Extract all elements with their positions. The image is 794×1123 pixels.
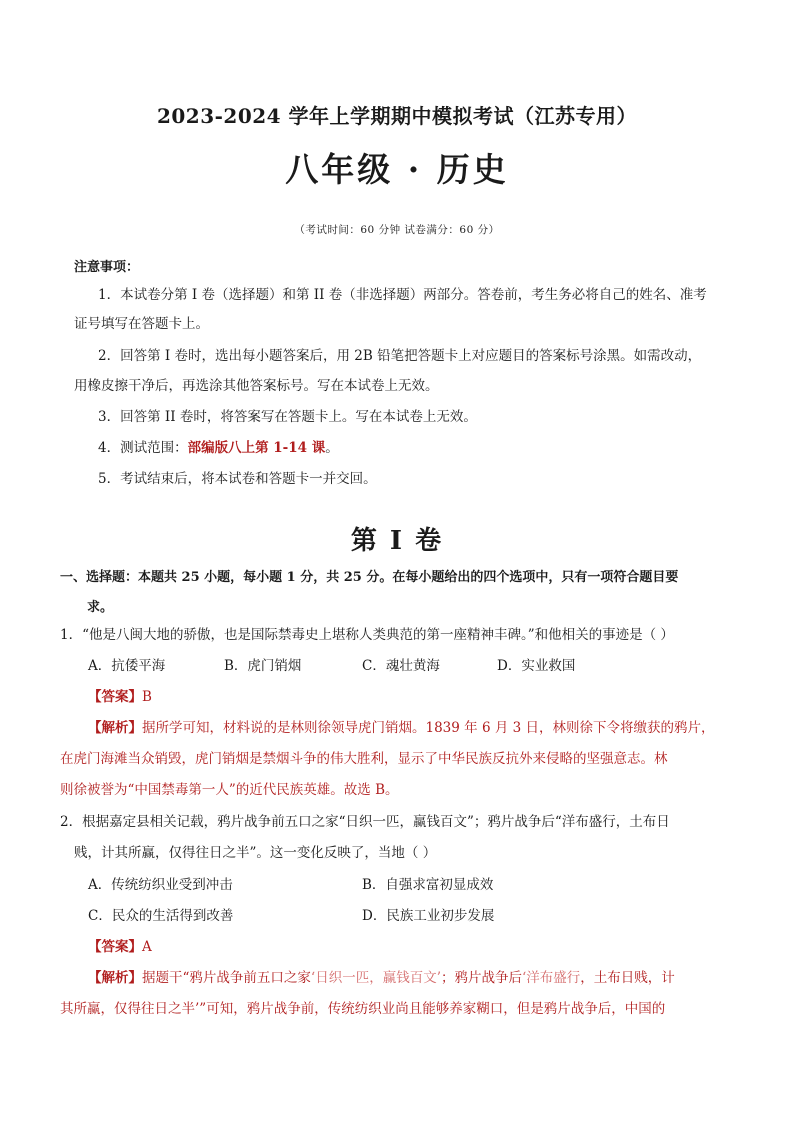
notice-item-2-line-1: 2．回答第 I 卷时，选出每小题答案后，用 2B 铅笔把答题卡上对应题目的答案标号涂黑。如需改动， [98,348,702,364]
analysis-text-b: ；鸦片战争后 [441,970,522,986]
question-2-option-a: A．传统纺织业受到冲击 [88,877,233,893]
question-2-stem-line-1: 2．根据嘉定县相关记载，鸦片战争前五口之家“日织一匹，赢钱百文”；鸦片战争后“洋布盛行，土布日 [60,814,670,830]
question-2-analysis-line-2: 其所赢，仅得往日之半’”可知，鸦片战争前，传统纺织业尚且能够养家糊口，但是鸦片战争后，中国的 [60,1001,666,1017]
question-1-analysis-line-3: 则徐被誉为“中国禁毒第一人”的近代民族英雄。故选 B。 [60,782,399,798]
question-2-stem-line-2: 贱，计其所赢，仅得往日之半”。这一变化反映了，当地（ ） [74,845,437,861]
analysis-quote-1: ‘日织一匹，赢钱百文’ [310,970,441,986]
answer-label: 【答案】 [88,939,142,955]
question-2-option-b: B．自强求富初显成效 [362,877,494,893]
analysis-text: 据所学可知，材料说的是林则徐领导虎门销烟。1839 年 6 月 3 日，林则徐下令将缴获的鸦片， [142,720,715,736]
analysis-label: 【解析】 [88,720,142,736]
section-title: 第 I 卷 [350,526,444,556]
question-2-option-c: C．民众的生活得到改善 [88,908,234,924]
section-instruction-line-1: 一、选择题：本题共 25 小题，每小题 1 分，共 25 分。在每小题给出的四个选项中，只有一项符合题目要 [60,570,679,585]
notice-item-3: 3．回答第 II 卷时，将答案写在答题卡上。写在本试卷上无效。 [98,409,477,425]
question-1-option-c: C．魂壮黄海 [362,658,440,674]
test-range: 部编版八上第 1-14 课 [187,440,326,456]
question-2-answer [88,937,152,957]
notice-item-5: 5．考试结束后，将本试卷和答题卡一并交回。 [98,471,377,487]
notice-item-1-line-2: 证号填写在答题卡上。 [74,316,209,332]
exam-title: 2023-2024 学年上学期期中模拟考试（江苏专用） [156,104,638,128]
question-1-stem: 1．“他是八闽大地的骄傲，也是国际禁毒史上堪称人类典范的第一座精神丰碑。”和他相关的事迹是（ ） [60,627,674,643]
notice-item-4-prefix: 4．测试范围： [98,440,188,456]
question-1-option-a: A．抗倭平海 [88,658,166,674]
question-1-analysis-line-1 [88,718,715,738]
analysis-quote-2: ‘洋布盛行 [522,970,581,986]
notice-heading: 注意事项： [74,260,140,275]
analysis-text-a: 据题干“鸦片战争前五口之家 [142,970,311,986]
notice-item-4-suffix: 。 [325,440,339,456]
analysis-label: 【解析】 [88,970,142,986]
notice-item-2-line-2: 用橡皮擦干净后，再选涂其他答案标号。写在本试卷上无效。 [74,378,439,394]
question-1-option-d: D．实业救国 [497,658,576,674]
exam-meta: （考试时间：60 分钟 试卷满分：60 分） [294,224,500,236]
question-1-answer [88,687,152,707]
answer-value: B [142,689,152,705]
analysis-text-c: ，土布日贱，计 [580,970,675,986]
question-1-analysis-line-2: 在虎门海滩当众销毁，虎门销烟是禁烟斗争的伟大胜利，显示了中华民族反抗外来侵略的坚强意志。林 [60,751,668,767]
section-instruction-line-2: 求。 [87,600,114,615]
answer-label: 【答案】 [88,689,142,705]
subject-title: 八年级 · 历史 [285,150,509,189]
question-2-analysis-line-1 [88,968,675,988]
notice-item-1-line-1: 1．本试卷分第 I 卷（选择题）和第 II 卷（非选择题）两部分。答卷前，考生务必将自己的姓名、准考 [98,287,707,303]
question-2-option-d: D．民族工业初步发展 [362,908,495,924]
notice-item-4 [98,438,339,458]
answer-value: A [142,939,152,955]
question-1-option-b: B．虎门销烟 [224,658,302,674]
